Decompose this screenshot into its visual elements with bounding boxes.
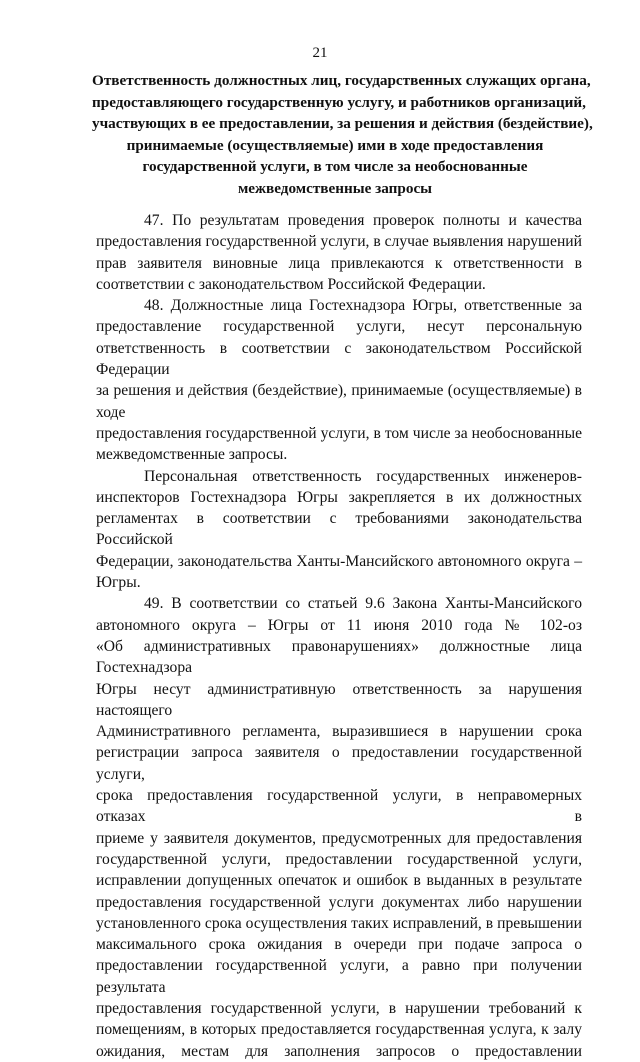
body-text: [96, 210, 582, 1062]
paragraph-personal-responsibility: [96, 466, 582, 594]
section-heading: [92, 70, 593, 200]
text-line: государственной услуги, предоставлении государственной услуги,: [96, 850, 582, 868]
text-line: ожидания, местам для заполнения запросов о предоставлении: [96, 1042, 582, 1060]
text-line: автономного округа – Югры от 11 июня 2010 года № 102-оз: [96, 616, 582, 634]
text-line: предоставления государственной услуги, в том числе за необоснованные: [96, 424, 582, 442]
text-line: Персональная ответственность государственных инженеров-: [144, 467, 582, 485]
text-line: Югры.: [96, 574, 141, 592]
text-line: предоставления государственной услуги, в нарушении требований к: [96, 999, 582, 1017]
text-line: регистрации запроса заявителя о предоставлении государственной услуги,: [96, 744, 582, 783]
text-line: регламентах в соответствии с требованиями законодательства Российской: [96, 510, 582, 549]
text-line: максимального срока ожидания в очереди при подаче запроса о: [96, 936, 582, 954]
heading-line: предоставляющего государственную услугу, и работников организаций,: [92, 93, 586, 111]
heading-line: участвующих в ее предоставлении, за решения и действия (бездействие),: [92, 115, 593, 133]
text-line: предоставления государственной услуги, в случае выявления нарушений: [96, 233, 582, 251]
text-line: межведомственные запросы.: [96, 446, 288, 464]
text-line: предоставлении государственной услуги, а равно при получении результата: [96, 957, 582, 996]
heading-line: межведомственные запросы: [237, 179, 433, 197]
heading-line: Ответственность должностных лиц, государственных служащих органа,: [92, 72, 591, 89]
text-line: 48. Должностные лица Гостехнадзора Югры, ответственные за: [144, 297, 582, 315]
text-line: 49. В соответствии со статьей 9.6 Закона Ханты-Мансийского: [144, 595, 582, 613]
heading-line: государственной услуги, в том числе за необоснованные: [142, 158, 528, 176]
text-line: приеме у заявителя документов, предусмотренных для предоставления: [96, 829, 582, 847]
text-line: предоставления государственной услуги документах либо нарушении: [96, 893, 582, 911]
heading-line: принимаемые (осуществляемые) ими в ходе предоставления: [126, 136, 544, 154]
text-line: помещениям, в которых предоставляется государственная услуга, к залу: [96, 1021, 582, 1039]
paragraph-48: [96, 295, 582, 465]
text-line: установленного срока осуществления таких исправлений, в превышении: [96, 914, 582, 932]
text-line: за решения и действия (бездействие), принимаемые (осуществляемые) в ходе: [96, 382, 582, 421]
text-line: инспекторов Гостехнадзора Югры закрепляется в их должностных: [96, 488, 582, 506]
paragraph-47: [96, 210, 582, 295]
text-line: срока предоставления государственной услуги, в неправомерных отказах в: [96, 787, 582, 826]
text-line: ответственность в соответствии с законодательством Российской Федерации: [96, 339, 582, 379]
text-line: 47. По результатам проведения проверок полноты и качества: [144, 212, 582, 229]
text-line: «Об административных правонарушениях» должностные лица Гостехнадзора: [96, 637, 582, 677]
text-line: Федерации, законодательства Ханты-Мансийского автономного округа –: [96, 552, 582, 570]
text-line: исправлении допущенных опечаток и ошибок в выданных в результате: [96, 872, 582, 890]
text-line: предоставление государственной услуги, несут персональную: [96, 318, 582, 336]
text-line: соответствии с законодательством Российской Федерации.: [96, 275, 486, 293]
page-number: 21: [312, 45, 328, 61]
text-line: прав заявителя виновные лица привлекаются к ответственности в: [96, 254, 582, 272]
text-line: Административного регламента, выразившиеся в нарушении срока: [96, 723, 582, 741]
text-line: Югры несут административную ответственность за нарушения настоящего: [96, 680, 582, 719]
paragraph-49: [96, 593, 582, 1062]
